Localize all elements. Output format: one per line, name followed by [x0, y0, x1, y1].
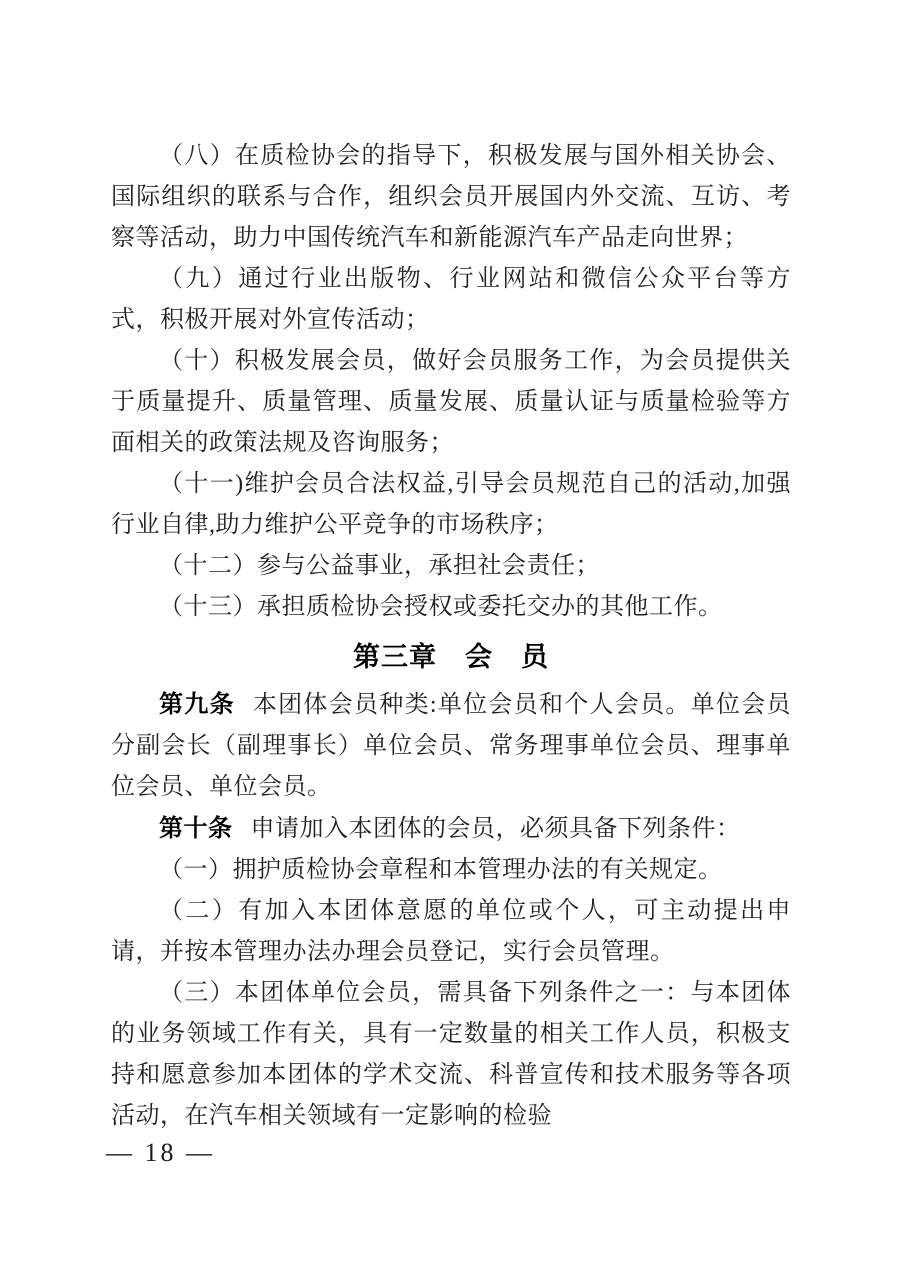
- clause-13-paragraph: （十三）承担质检协会授权或委托交办的其他工作。: [159, 594, 723, 620]
- document-content: [111, 136, 791, 1137]
- condition-2-paragraph: （二）有加入本团体意愿的单位或个人，可主动提出申请，并按本管理办法办理会员登记，实行会员管理。: [111, 898, 791, 965]
- clause-10-paragraph: （十）积极发展会员，做好会员服务工作，为会员提供关于质量提升、质量管理、质量发展、质量认证与质量检验等方面相关的政策法规及咨询服务；: [111, 348, 791, 456]
- article-9-text: 本团体会员种类:单位会员和个人会员。单位会员分副会长（副理事长）单位会员、常务理事单位会员、理事单位会员、单位会员。: [111, 692, 792, 800]
- clause-12-paragraph: （十二）参与公益事业，承担社会责任；: [159, 553, 600, 579]
- article-9-paragraph: [111, 684, 791, 808]
- page-number: — 18 —: [106, 1138, 215, 1167]
- chapter-3-heading: 第三章 会 员: [353, 642, 549, 672]
- article-10-paragraph: [111, 808, 791, 850]
- clause-8-paragraph: （八）在质检协会的指导下，积极发展与国外相关协会、国际组织的联系与合作，组织会员开展国内外交流、互访、考察等活动，助力中国传统汽车和新能源汽车产品走向世界；: [111, 143, 791, 251]
- condition-1-paragraph: （一）拥护质检协会章程和本管理办法的有关规定。: [159, 857, 723, 883]
- clause-11-paragraph: （十一)维护会员合法权益,引导会员规范自己的活动,加强行业自律,助力维护公平竞争的市场秩序；: [111, 471, 791, 538]
- article-10-number: 第十条: [159, 815, 233, 842]
- clause-9-paragraph: （九）通过行业出版物、行业网站和微信公众平台等方式，积极开展对外宣传活动；: [111, 266, 791, 333]
- condition-3-paragraph: （三）本团体单位会员，需具备下列条件之一：与本团体的业务领域工作有关，具有一定数量的相关工作人员，积极支持和愿意参加本团体的学术交流、科普宣传和技术服务等各项活动，在汽车相关领域有一定影响的检验: [111, 980, 791, 1129]
- article-9-number: 第九条: [159, 691, 235, 718]
- article-10-text: 申请加入本团体的会员，必须具备下列条件：: [250, 816, 741, 842]
